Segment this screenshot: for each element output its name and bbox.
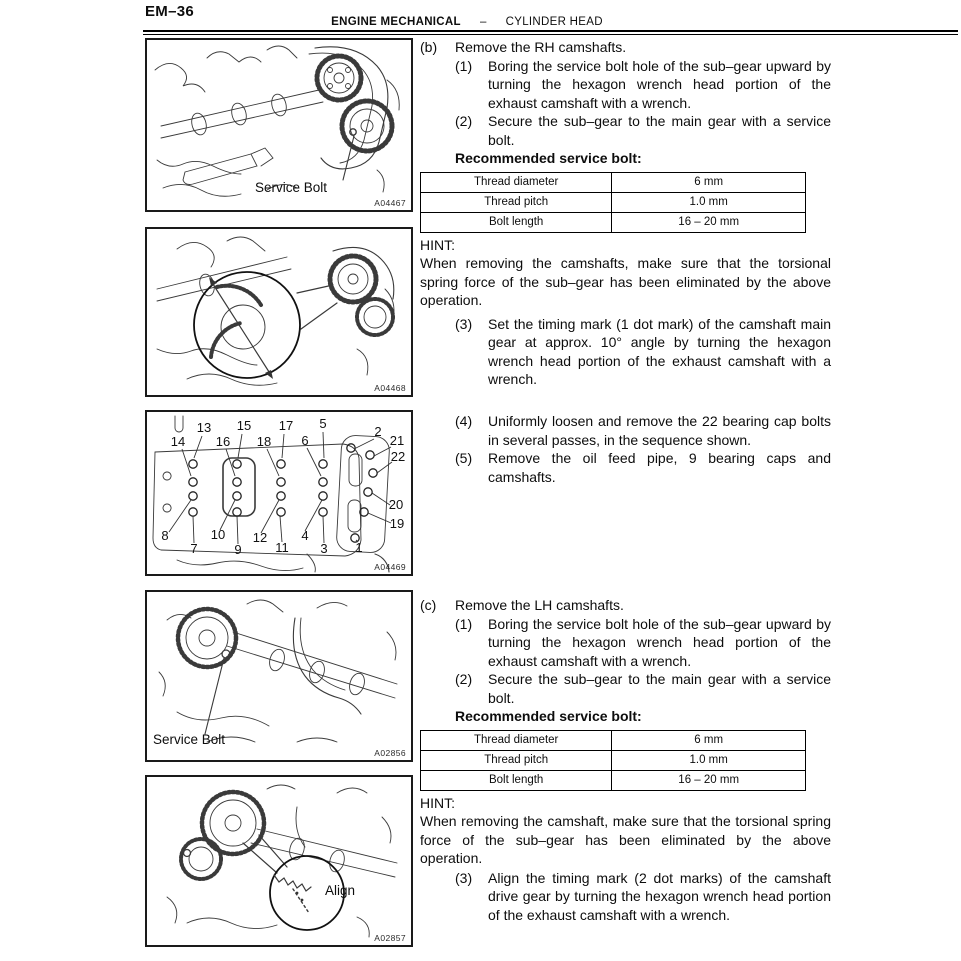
figure-lh-align-mark <box>145 775 413 947</box>
step-text: Secure the sub–gear to the main gear with a service bolt. <box>488 113 831 148</box>
table-cell-value: 1.0 mm <box>612 192 806 212</box>
bolt-number: 20 <box>388 497 404 512</box>
page-header-title <box>143 16 791 28</box>
table-cell-value: 6 mm <box>612 172 806 192</box>
table-row <box>421 212 806 232</box>
header-rule <box>143 30 958 35</box>
section-title-text: Remove the RH camshafts. <box>455 39 627 55</box>
step-c1 <box>420 615 831 671</box>
step-text: Align the timing mark (2 dot marks) of the camshaft drive gear by turning the hexagon wrench head portion of the exhaust camshaft with a wrench. <box>488 869 831 923</box>
table-row <box>421 172 806 192</box>
step-b2 <box>420 112 831 149</box>
step-c2 <box>420 670 831 707</box>
section-marker: (b) <box>420 39 438 55</box>
section-c-title-row <box>420 596 831 615</box>
table-cell-label: Thread pitch <box>421 750 612 770</box>
bolt-number: 19 <box>389 516 405 531</box>
engine-illustration-lh-align <box>147 777 411 945</box>
figure-id: A04467 <box>374 198 406 208</box>
step-text: Secure the sub–gear to the main gear with a service bolt. <box>488 671 831 706</box>
table-row <box>421 730 806 750</box>
bolt-number: 13 <box>196 420 212 435</box>
section-b <box>417 38 831 389</box>
step-text: Uniformly loosen and remove the 22 bearing cap bolts in several passes, in the sequence shown. <box>488 413 831 448</box>
hint-text: When removing the camshafts, make sure that the torsional spring force of the sub–gear has been eliminated by the above operation. <box>420 255 831 308</box>
bolt-number: 9 <box>234 542 242 557</box>
bolt-number: 22 <box>390 449 406 464</box>
bolt-number: 15 <box>236 418 252 433</box>
step-number: (1) <box>455 615 473 632</box>
figure-id: A04468 <box>374 383 406 393</box>
figure-id: A04469 <box>374 562 406 572</box>
bolt-number: 17 <box>278 418 294 433</box>
step-number: (1) <box>455 57 473 74</box>
bolt-number: 7 <box>190 541 198 556</box>
steps-4-5 <box>417 412 831 486</box>
step-b3 <box>420 315 831 389</box>
step-text: Boring the service bolt hole of the sub–gear upward by turning the hexagon wrench head portion of the exhaust camshaft with a wrench. <box>488 615 831 669</box>
hint-text: When removing the camshaft, make sure that the torsional spring force of the sub–gear has been eliminated by the above operation. <box>420 813 831 866</box>
section-title: ENGINE MECHANICAL <box>331 16 461 28</box>
table-row <box>421 770 806 790</box>
section-title-text: Remove the LH camshafts. <box>455 597 624 613</box>
bolt-number: 8 <box>161 528 169 543</box>
hint-label: HINT: <box>420 236 455 253</box>
table-cell-value: 16 – 20 mm <box>612 212 806 232</box>
table-cell-label: Thread diameter <box>421 730 612 750</box>
bolt-number: 12 <box>252 530 268 545</box>
bolt-number: 18 <box>256 434 272 449</box>
table-cell-label: Bolt length <box>421 212 612 232</box>
section-b-title-row <box>420 38 831 57</box>
figure-rh-timing-mark <box>145 227 413 397</box>
step-text: Boring the service bolt hole of the sub–gear upward by turning the hexagon wrench head portion of the exhaust camshaft with a wrench. <box>488 57 831 111</box>
section-c <box>417 596 831 924</box>
bolt-number: 10 <box>210 527 226 542</box>
step-c3 <box>420 869 831 925</box>
subsection-title: CYLINDER HEAD <box>505 16 603 28</box>
figure-label-service-bolt: Service Bolt <box>255 180 328 195</box>
bolt-number: 1 <box>355 540 363 555</box>
step-number: (4) <box>455 413 473 429</box>
service-bolt-table-lh <box>420 730 806 791</box>
figure-lh-service-bolt <box>145 590 413 762</box>
figure-id: A02857 <box>374 933 406 943</box>
table-cell-value: 1.0 mm <box>612 750 806 770</box>
section-marker: (c) <box>420 597 437 613</box>
table-cell-label: Bolt length <box>421 770 612 790</box>
table-row <box>421 192 806 212</box>
table-heading: Recommended service bolt: <box>455 708 642 724</box>
step-text: Set the timing mark (1 dot mark) of the camshaft main gear at approx. 10° angle by turning the hexagon wrench head portion of the exhaust camshaft with a wrench. <box>488 315 831 387</box>
step-b4 <box>420 412 831 449</box>
table-row <box>421 750 806 770</box>
figure-label-align: Align <box>325 883 356 898</box>
engine-illustration-rh-timing-mark <box>147 229 411 395</box>
table-cell-label: Thread pitch <box>421 192 612 212</box>
service-bolt-table-rh <box>420 172 806 233</box>
bolt-number: 4 <box>301 528 309 543</box>
table-cell-value: 6 mm <box>612 730 806 750</box>
page-code: EM–36 <box>145 3 195 20</box>
step-number: (3) <box>455 315 473 332</box>
header-separator: – <box>480 16 487 28</box>
step-number: (5) <box>455 450 473 466</box>
figure-rh-service-bolt <box>145 38 413 212</box>
figure-label-service-bolt: Service Bolt <box>153 732 226 747</box>
step-text: Remove the oil feed pipe, 9 bearing caps and camshafts. <box>488 450 831 485</box>
step-b1 <box>420 57 831 113</box>
hint-label: HINT: <box>420 794 455 811</box>
bolt-number: 21 <box>389 433 405 448</box>
bolt-number: 11 <box>275 540 289 555</box>
bolt-number: 14 <box>170 434 186 449</box>
step-number: (2) <box>455 113 473 129</box>
bolt-sequence-diagram <box>147 412 411 574</box>
step-number: (3) <box>455 869 473 886</box>
bolt-number: 5 <box>319 416 327 431</box>
bolt-number: 16 <box>215 434 231 449</box>
figure-id: A02856 <box>374 748 406 758</box>
bolt-number: 6 <box>301 433 309 448</box>
table-cell-value: 16 – 20 mm <box>612 770 806 790</box>
bolt-number: 3 <box>320 541 328 556</box>
step-b5 <box>420 449 831 486</box>
bolt-number: 2 <box>374 424 382 439</box>
table-cell-label: Thread diameter <box>421 172 612 192</box>
step-number: (2) <box>455 671 473 687</box>
figure-bearing-cap-bolt-sequence <box>145 410 413 576</box>
table-heading: Recommended service bolt: <box>455 150 642 166</box>
